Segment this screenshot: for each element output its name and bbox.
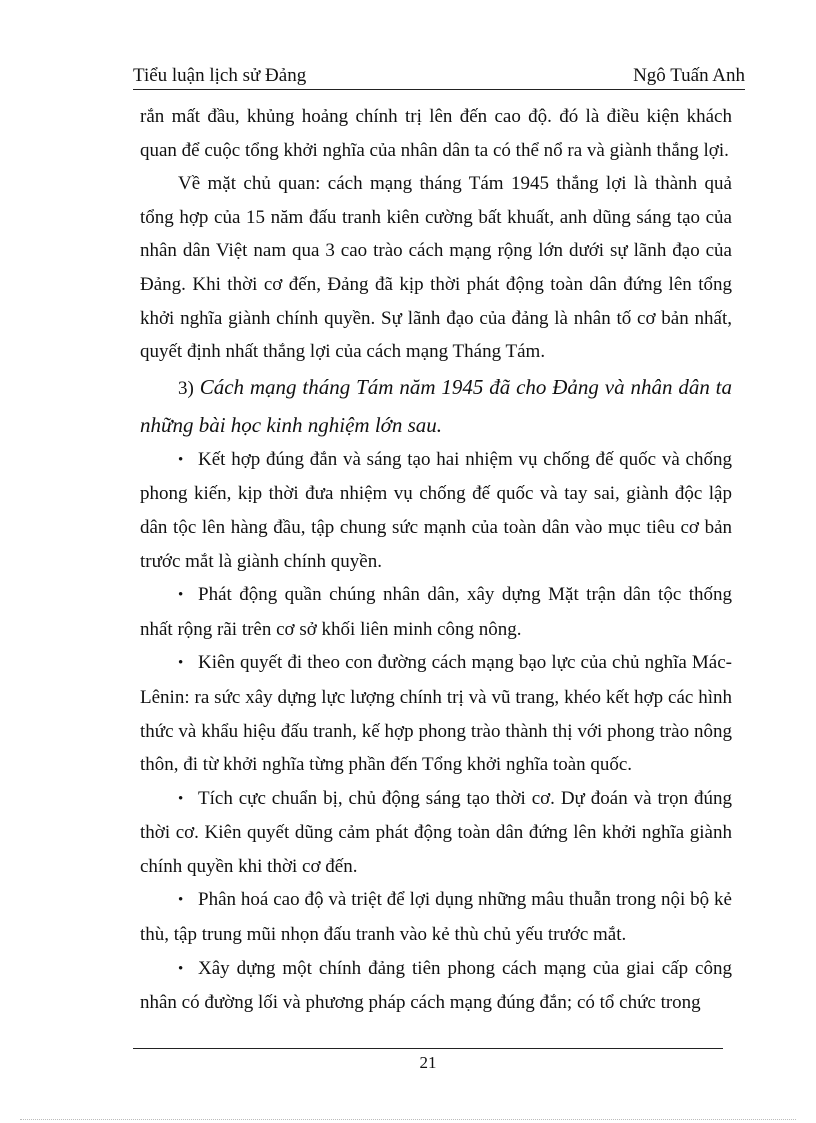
page-body — [140, 100, 732, 1020]
header-document-title: Tiểu luận lịch sử Đảng — [133, 65, 307, 86]
paragraph-subjective: Về mặt chủ quan: cách mạng tháng Tám 1945 thắng lợi là thành quả tổng hợp của 15 năm đấu tranh kiên cường bất khuất, anh dũng sáng tạo của nhân dân Việt nam qua 3 cao trào cách mạng rộng lớn dưới sự lãnh đạo của Đảng. Khi thời cơ đến, Đảng đã kịp thời phát động toàn dân đứng lên tổng khởi nghĩa giành chính quyền. Sự lãnh đạo của đảng là nhân tố cơ bản nhất, quyết định nhất thắng lợi của cách mạng Tháng Tám. — [140, 173, 732, 363]
bullet-icon: • — [178, 960, 184, 977]
section-heading — [140, 369, 732, 443]
list-item-text: Kết hợp đúng đắn và sáng tạo hai nhiệm vụ chống đế quốc và chống phong kiến, kịp thời đưa nhiệm vụ chống đế quốc và tay sai, giành độc lập dân tộc lên hàng đầu, tập chung sức mạnh của toàn dân vào mục tiêu cơ bản trước mắt là giành chính quyền. — [140, 448, 732, 572]
list-item-text: Kiên quyết đi theo con đường cách mạng bạo lực của chủ nghĩa Mác-Lênin: ra sức xây dựng lực lượng chính trị và vũ trang, khéo kết hợp các hình thức và khẩu hiệu đấu tranh, kế hợp phong trào thành thị với phong trào nông thôn, đi từ khởi nghĩa từng phần đến Tổng khởi nghĩa toàn quốc. — [140, 652, 732, 776]
list-item-text: Tích cực chuẩn bị, chủ động sáng tạo thời cơ. Dự đoán và trọn đúng thời cơ. Kiên quyết dũng cảm phát động toàn dân đứng lên khởi nghĩa giành chính quyền khi thời cơ đến. — [140, 787, 732, 877]
page-edge-divider — [20, 1119, 796, 1120]
header-author: Ngô Tuấn Anh — [633, 65, 745, 86]
list-item-text: Phát động quần chúng nhân dân, xây dựng Mặt trận dân tộc thống nhất rộng rãi trên cơ sở khối liên minh công nông. — [140, 584, 732, 640]
section-title: Cách mạng tháng Tám năm 1945 đã cho Đảng và nhân dân ta những bài học kinh nghiệm lớn sau. — [140, 374, 733, 437]
list-item — [140, 782, 732, 884]
footer-divider — [133, 1048, 723, 1049]
bullet-icon: • — [178, 892, 184, 909]
bullet-icon: • — [178, 587, 184, 604]
bullet-icon: • — [178, 790, 184, 807]
list-item-text: Phân hoá cao độ và triệt để lợi dụng những mâu thuẫn trong nội bộ kẻ thù, tập trung mũi nhọn đấu tranh vào kẻ thù chủ yếu trước mắt. — [140, 889, 732, 946]
list-item — [140, 443, 732, 578]
bullet-icon: • — [178, 655, 184, 672]
list-item — [140, 952, 732, 1020]
list-item — [140, 578, 732, 646]
list-item — [140, 883, 732, 951]
page-number: 21 — [419, 1053, 437, 1072]
section-number: 3) — [178, 377, 194, 399]
list-item — [140, 646, 732, 781]
paragraph-continuation: rắn mất đầu, khủng hoảng chính trị lên đến cao độ. đó là điều kiện khách quan để cuộc tổng khởi nghĩa của nhân dân ta có thể nổ ra và giành thắng lợi. — [140, 106, 732, 161]
bullet-icon: • — [178, 451, 184, 468]
page-header — [133, 63, 745, 90]
list-item-text: Xây dựng một chính đảng tiên phong cách mạng của giai cấp công nhân có đường lối và phương pháp cách mạng đúng đắn; có tổ chức trong — [140, 957, 732, 1014]
